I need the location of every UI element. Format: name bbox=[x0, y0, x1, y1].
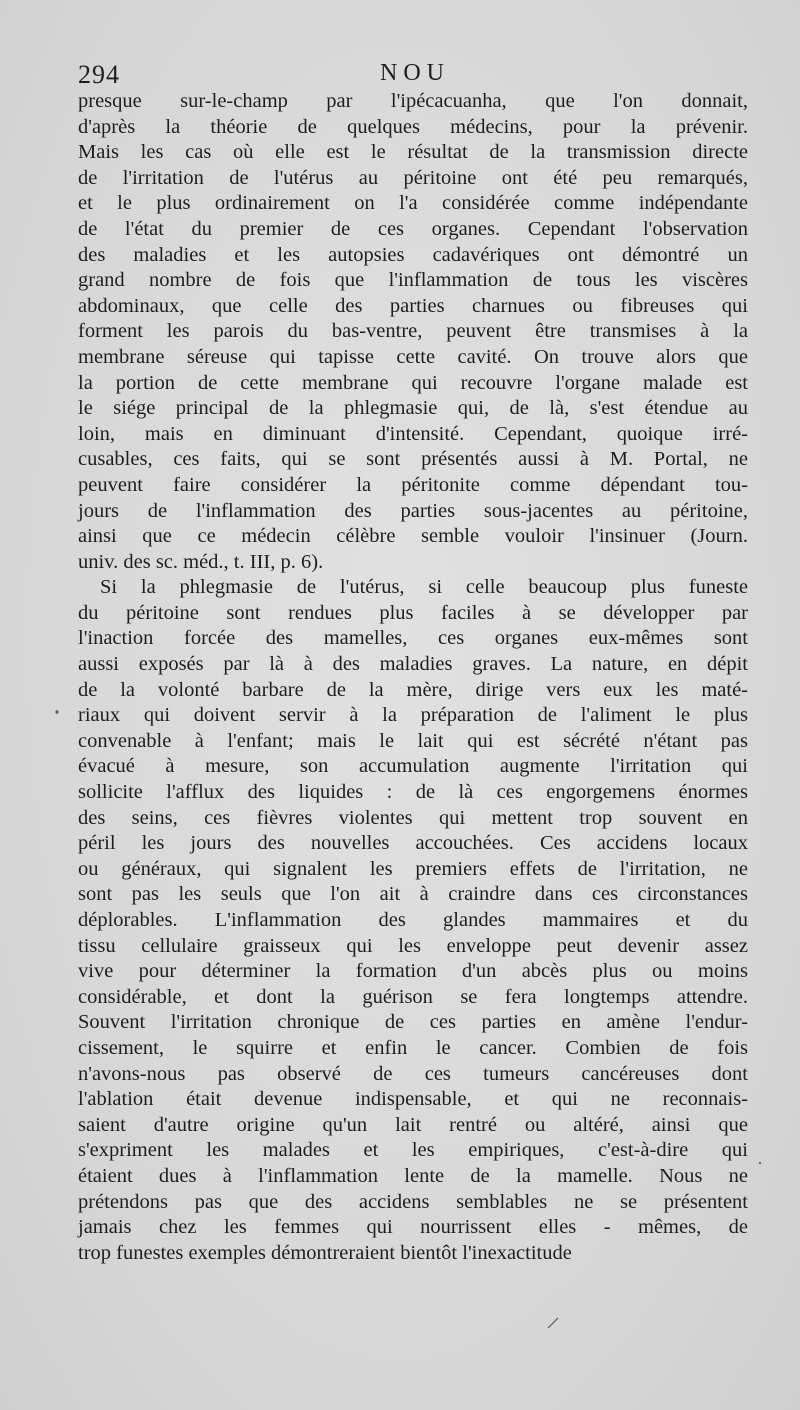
text-line: ou généraux, qui signalent les premiers effets de l'irritation, ne bbox=[78, 857, 748, 880]
text-line: membrane séreuse qui tapisse cette cavité. On trouve alors que bbox=[78, 345, 748, 368]
text-line: forment les parois du bas-ventre, peuvent être transmises à la bbox=[78, 320, 748, 343]
text-line: du péritoine sont rendues plus faciles à se développer par bbox=[78, 601, 748, 624]
text-line: prétendons pas que des accidens semblables ne se présentent bbox=[78, 1190, 748, 1213]
text-line: déplorables. L'inflammation des glandes mammaires et du bbox=[78, 909, 748, 931]
text-line: jours de l'inflammation des parties sous-jacentes au péritoine, bbox=[78, 499, 748, 522]
text-line: évacué à mesure, son accumulation augmente l'irritation qui bbox=[78, 755, 748, 778]
text-line: cissement, le squirre et enfin le cancer. Combien de fois bbox=[78, 1036, 748, 1059]
text-line: trop funestes exemples démontreraient bientôt l'inexactitude bbox=[78, 1241, 572, 1264]
text-line: des seins, ces fièvres violentes qui mettent trop souvent en bbox=[78, 806, 748, 829]
text-line: convenable à l'enfant; mais le lait qui est sécrété n'étant pas bbox=[78, 729, 748, 752]
text-line: de la volonté barbare de la mère, dirige vers eux les maté- bbox=[78, 678, 748, 701]
text-line: de l'état du premier de ces organes. Cependant l'observation bbox=[78, 217, 748, 240]
text-line: des maladies et les autopsies cadavériques ont démontré un bbox=[78, 243, 748, 266]
text-line: sollicite l'afflux des liquides : de là ces engorgemens énormes bbox=[78, 781, 748, 804]
text-line: sont pas les seuls que l'on ait à craindre dans ces circonstances bbox=[78, 883, 748, 906]
page-number: 294 bbox=[78, 60, 120, 89]
text-line: peuvent faire considérer la péritonite comme dépendant tou- bbox=[78, 473, 748, 496]
text-line: cusables, ces faits, qui se sont présentés aussi à M. Portal, ne bbox=[78, 448, 748, 471]
text-line: de l'irritation de l'utérus au péritoine ont été peu remarqués, bbox=[78, 166, 748, 189]
text-line: n'avons-nous pas observé de ces tumeurs cancéreuses dont bbox=[78, 1062, 748, 1085]
text-line: s'expriment les malades et les empiriques, c'est-à-dire qui bbox=[78, 1139, 748, 1162]
text-line: d'après la théorie de quelques médecins, pour la prévenir. bbox=[78, 115, 748, 138]
text-line: aussi exposés par là à des maladies graves. La nature, en dépit bbox=[78, 653, 748, 676]
text-line: et le plus ordinairement on l'a considérée comme indépendante bbox=[78, 192, 748, 215]
text-line: ainsi que ce médecin célèbre semble vouloir l'insinuer (Journ. bbox=[78, 525, 748, 548]
text-line: Souvent l'irritation chronique de ces parties en amène l'endur- bbox=[78, 1011, 748, 1034]
ink-speck bbox=[55, 710, 58, 713]
running-head: NOU bbox=[380, 60, 450, 86]
ink-speck bbox=[759, 1162, 761, 1164]
text-line: l'inaction forcée des mamelles, ces organes eux-mêmes sont bbox=[78, 627, 748, 650]
text-line: univ. des sc. méd., t. III, p. 6). bbox=[78, 550, 324, 573]
text-line: presque sur-le-champ par l'ipécacuanha, que l'on donnait, bbox=[78, 90, 748, 112]
text-line: la portion de cette membrane qui recouvre l'organe malade est bbox=[78, 371, 748, 394]
text-line: saient d'autre origine qu'un lait rentré ou altéré, ainsi que bbox=[78, 1113, 748, 1136]
text-line: l'ablation était devenue indispensable, et qui ne reconnais- bbox=[78, 1088, 748, 1111]
ink-scratch bbox=[548, 1318, 558, 1328]
text-line: riaux qui doivent servir à la préparation de l'aliment le plus bbox=[78, 704, 748, 727]
text-line: Mais les cas où elle est le résultat de la transmission directe bbox=[78, 141, 748, 164]
text-line: abdominaux, que celle des parties charnues ou fibreuses qui bbox=[78, 294, 748, 317]
text-line: jamais chez les femmes qui nourrissent elles - mêmes, de bbox=[78, 1216, 748, 1239]
text-line: loin, mais en diminuant d'intensité. Cependant, quoique irré- bbox=[78, 422, 748, 445]
text-line: tissu cellulaire graisseux qui les enveloppe peut devenir assez bbox=[78, 934, 748, 957]
text-line: vive pour déterminer la formation d'un abcès plus ou moins bbox=[78, 960, 748, 983]
text-line: Si la phlegmasie de l'utérus, si celle beaucoup plus funeste bbox=[100, 576, 748, 599]
text-line: considérable, et dont la guérison se fera longtemps attendre. bbox=[78, 985, 748, 1008]
text-line: le siége principal de la phlegmasie qui, de là, s'est étendue au bbox=[78, 397, 748, 420]
text-line: étaient dues à l'inflammation lente de la mamelle. Nous ne bbox=[78, 1164, 748, 1187]
text-line: grand nombre de fois que l'inflammation de tous les viscères bbox=[78, 269, 748, 292]
text-line: péril les jours des nouvelles accouchées. Ces accidens locaux bbox=[78, 832, 748, 855]
